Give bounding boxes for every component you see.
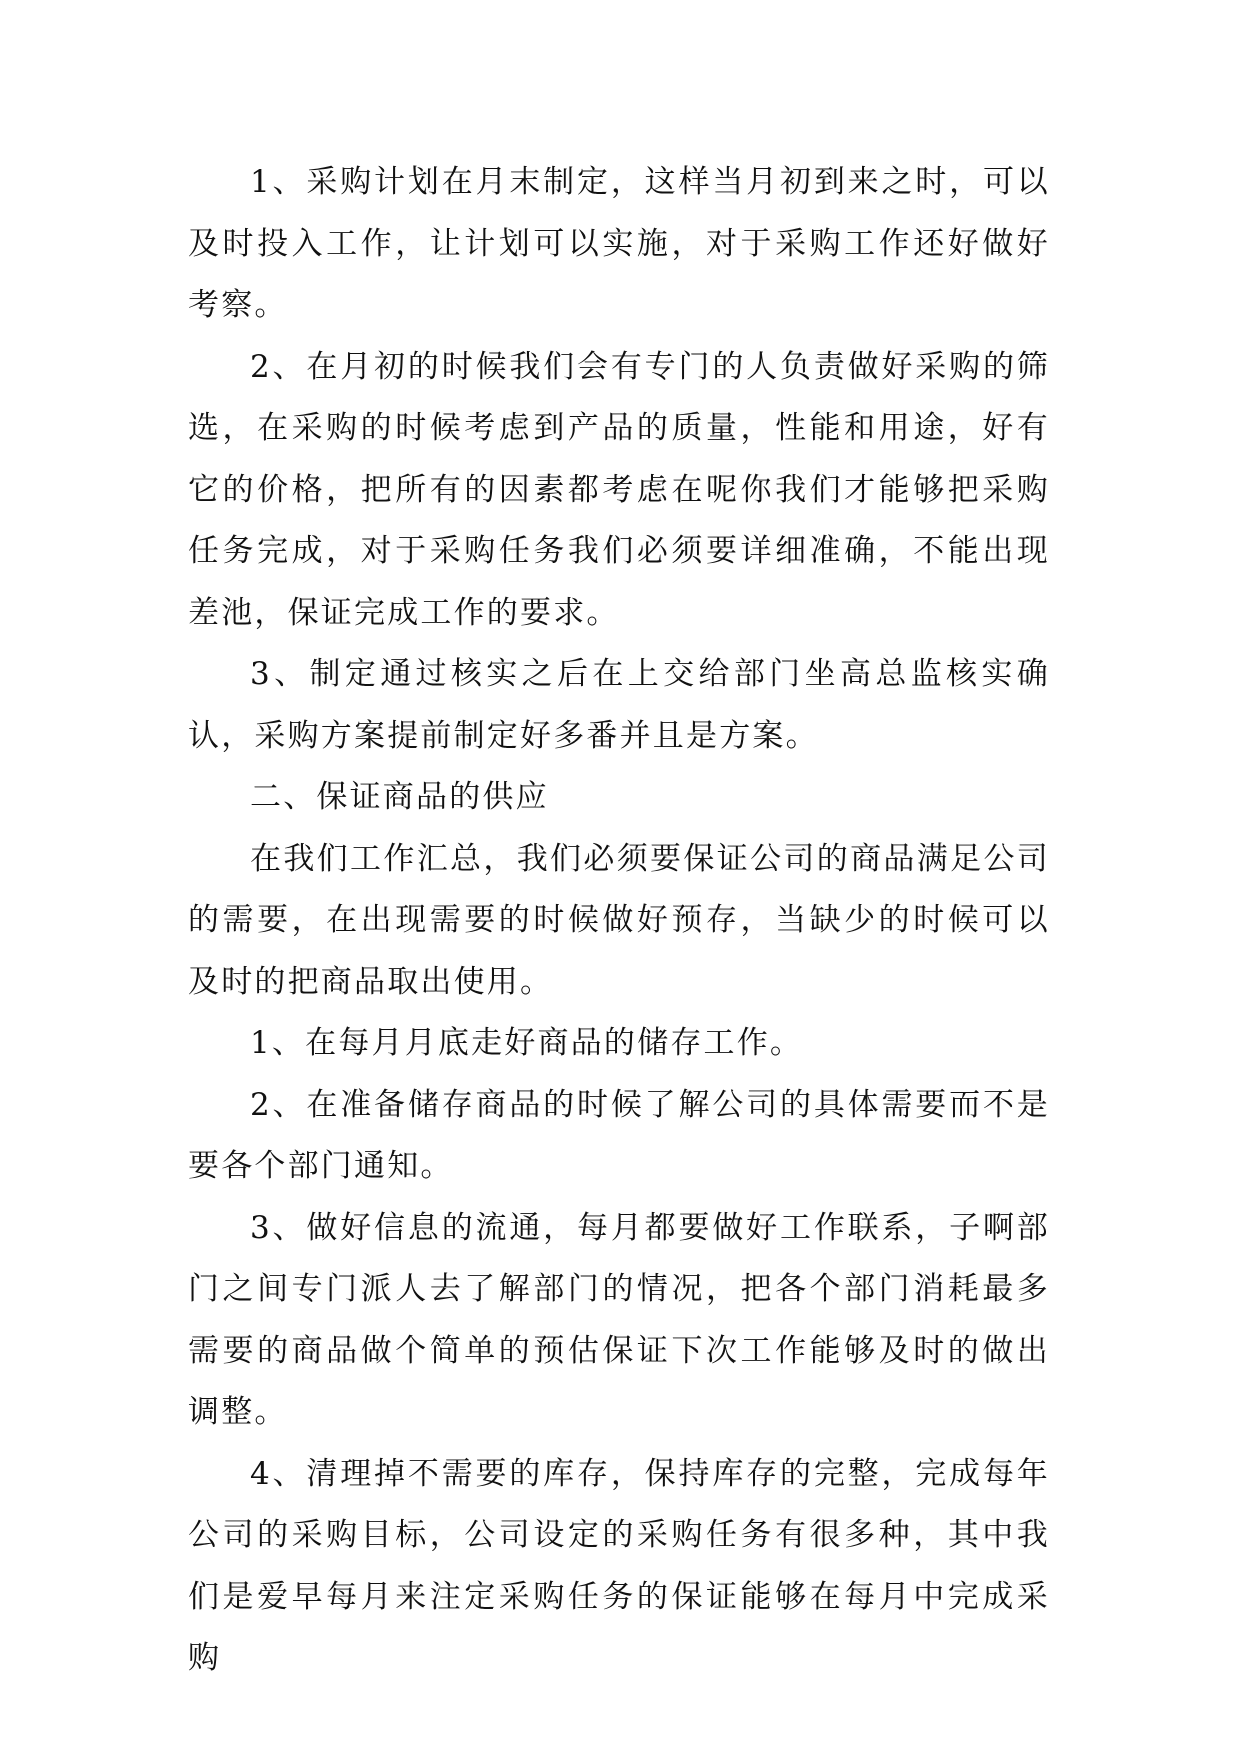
document-page xyxy=(188,152,1050,1702)
paragraph-purchase-plan-timing: 1、采购计划在月末制定，这样当月初到来之时，可以及时投入工作，让计划可以实施，对于采购工作还好做好考察。 xyxy=(188,164,1050,323)
paragraph-month-end-storage: 1、在每月月底走好商品的储存工作。 xyxy=(250,1025,804,1061)
paragraph-supply-intro: 在我们工作汇总，我们必须要保证公司的商品满足公司的需要，在出现需要的时候做好预存，当缺少的时候可以及时的把商品取出使用。 xyxy=(188,840,1050,1000)
paragraph-purchase-screening: 2、在月初的时候我们会有专门的人负责做好采购的筛选，在采购的时候考虑到产品的质量，性能和用途，好有它的价格，把所有的因素都考虑在呢你我们才能够把采购任务完成，对于采购任务我们必须要详细准确，不能出现差池，保证完成工作的要求。 xyxy=(188,348,1050,631)
paragraph-plan-approval: 3、制定通过核实之后在上交给部门坐高总监核实确认，采购方案提前制定好多番并且是方案。 xyxy=(188,656,1050,754)
paragraph-clear-inventory: 4、清理掉不需要的库存，保持库存的完整，完成每年公司的采购目标，公司设定的采购任务有很多种，其中我们是爱早每月来注定采购任务的保证能够在每月中完成采购 xyxy=(188,1455,1050,1676)
section-heading-supply: 二、保证商品的供应 xyxy=(250,779,549,815)
paragraph-information-flow: 3、做好信息的流通，每月都要做好工作联系，子啊部门之间专门派人去了解部门的情况，把各个部门消耗最多需要的商品做个简单的预估保证下次工作能够及时的做出调整。 xyxy=(188,1209,1050,1430)
paragraph-understand-needs: 2、在准备储存商品的时候了解公司的具体需要而不是要各个部门通知。 xyxy=(188,1086,1050,1184)
